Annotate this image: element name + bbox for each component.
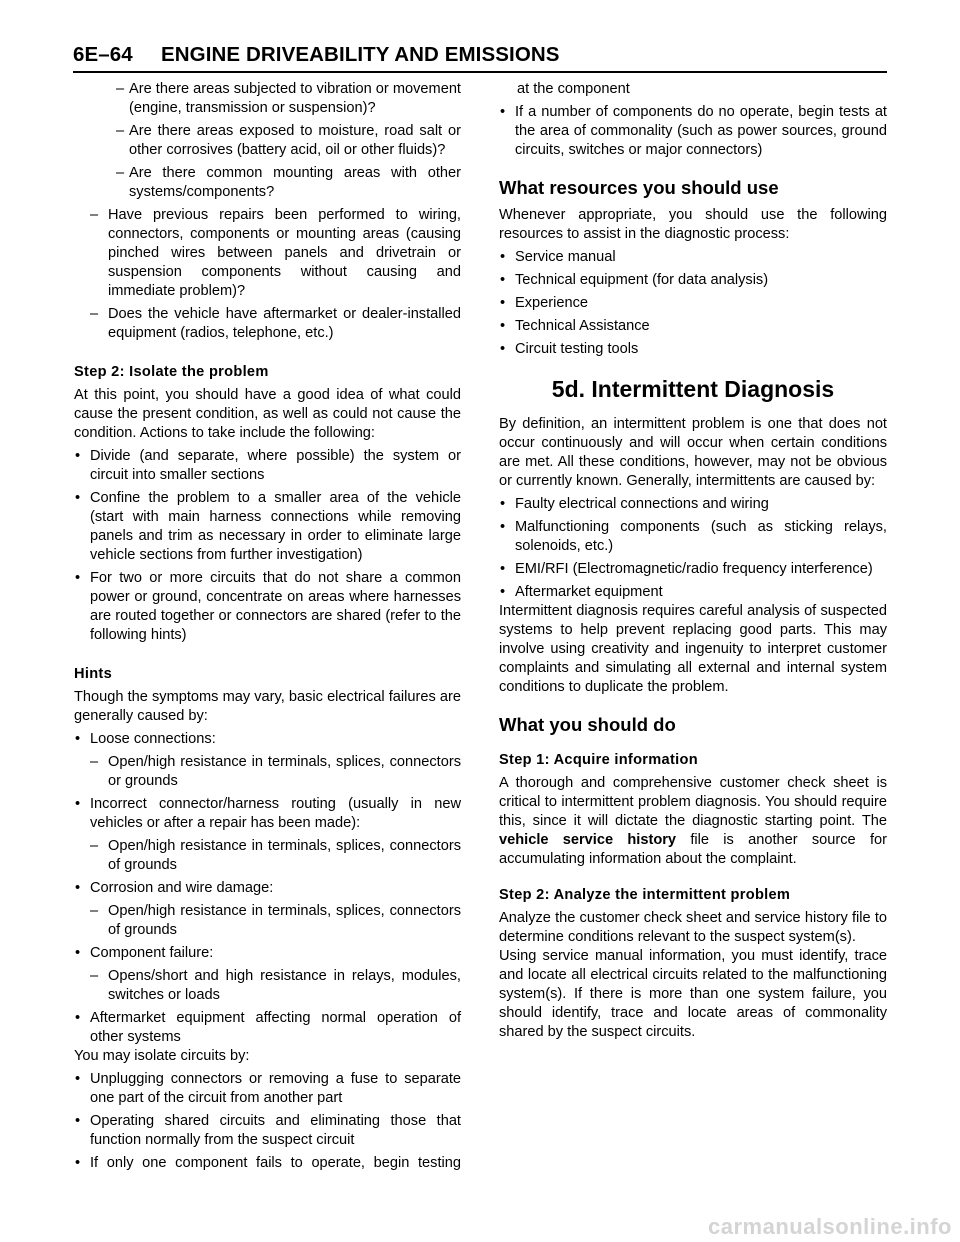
do-heading: What you should do	[499, 714, 676, 735]
bullet-marker: •	[500, 341, 506, 357]
dash-marker: –	[116, 123, 125, 139]
step2-heading: Step 2: Analyze the intermittent problem	[499, 887, 791, 903]
cause-subitem: – Open/high resistance in terminals, splices, connectors of grounds	[90, 838, 461, 873]
definition-text: By definition, an intermittent problem is one that does not occur continuously and will occur when certain conditions are met. All these conditions, however, may not be obvious or currently known. Generally, intermittents are caused by:	[499, 416, 887, 489]
section-heading: 5d. Intermittent Diagnosis	[551, 376, 835, 402]
resources-heading: What resources you should use	[499, 177, 779, 198]
cause-subitem: – Open/high resistance in terminals, splices, connectors of grounds	[90, 903, 461, 938]
left-column	[74, 80, 461, 1177]
dash-marker: –	[116, 165, 125, 181]
cause-subitem: – Open/high resistance in terminals, splices, connectors or grounds	[90, 754, 461, 789]
bullet-marker: •	[75, 1113, 81, 1129]
service-history-term: vehicle service history	[499, 832, 677, 848]
dash-marker: –	[90, 306, 99, 322]
intermittent-cause-item: • Aftermarket equipment	[500, 584, 663, 600]
action-item: • For two or more circuits that do not share a common power or ground, concentrate on areas where harnesses are routed together or connectors are shared (refer to the following hints)	[75, 570, 461, 643]
cause-item: • Incorrect connector/harness routing (usually in new vehicles or after a repair has been made):	[75, 796, 461, 831]
cause-item: • Loose connections:	[75, 731, 216, 747]
bullet-marker: •	[75, 448, 81, 464]
bullet-marker: •	[75, 1071, 81, 1087]
question-item: – Does the vehicle have aftermarket or dealer-installed equipment (radios, telephone, etc.)	[90, 306, 461, 341]
isolate-item: • Unplugging connectors or removing a fuse to separate one part of the circuit from another part	[75, 1071, 461, 1106]
bullet-marker: •	[500, 561, 506, 577]
chapter-title: ENGINE DRIVEABILITY AND EMISSIONS	[161, 43, 560, 66]
step2-intro: At this point, you should have a good idea of what could cause the present condition, as well as could not cause the condition. Actions to take include the following:	[74, 387, 461, 441]
bullet-marker: •	[75, 945, 81, 961]
bullet-marker: •	[75, 1155, 81, 1171]
bullet-marker: •	[500, 584, 506, 600]
test-item: • If a number of components do no operate, begin tests at the area of commonality (such as power sources, ground circuits, switches or major connectors)	[500, 104, 887, 158]
step2-text: Analyze the customer check sheet and service history file to determine conditions relevant to the suspect system(s).	[499, 910, 887, 945]
intermittent-cause-item: • EMI/RFI (Electromagnetic/radio frequency interference)	[500, 561, 873, 577]
resource-item: • Service manual	[500, 249, 616, 265]
isolate-item: • Operating shared circuits and eliminating those that function normally from the suspect circuit	[75, 1113, 461, 1148]
bullet-marker: •	[75, 796, 81, 812]
page-number: 6E–64	[73, 43, 133, 66]
bullet-marker: •	[500, 249, 506, 265]
dash-marker: –	[116, 81, 125, 97]
dash-marker: –	[90, 838, 99, 854]
page-header	[73, 43, 887, 73]
question-item: – Have previous repairs been performed to wiring, connectors, components or mounting areas (causing pinched wires between panels and drivetrain or suspension components without causing and immediate problem)?	[90, 207, 461, 299]
question-item: – Are there areas subjected to vibration or movement (engine, transmission or suspension)?	[116, 81, 461, 116]
bullet-marker: •	[500, 496, 506, 512]
isolate-item: • If only one component fails to operate, begin testing	[75, 1155, 461, 1171]
hints-intro: Though the symptoms may vary, basic electrical failures are generally caused by:	[74, 689, 461, 724]
resources-intro: Whenever appropriate, you should use the following resources to assist in the diagnostic process:	[499, 207, 887, 242]
bullet-marker: •	[75, 570, 81, 586]
bullet-marker: •	[75, 880, 81, 896]
question-item: – Are there areas exposed to moisture, road salt or other corrosives (battery acid, oil or other fluids)?	[116, 123, 461, 158]
continued-text: at the component	[517, 81, 630, 97]
dash-marker: –	[90, 903, 99, 919]
bullet-marker: •	[500, 104, 506, 120]
cause-item: • Corrosion and wire damage:	[75, 880, 274, 896]
dash-marker: –	[90, 207, 99, 223]
bullet-marker: •	[75, 731, 81, 747]
cause-item: • Aftermarket equipment affecting normal operation of other systems	[75, 1010, 461, 1045]
resource-item: • Technical equipment (for data analysis)	[500, 272, 769, 288]
cause-subitem: – Opens/short and high resistance in relays, modules, switches or loads	[90, 968, 461, 1003]
step2-text2: Using service manual information, you must identify, trace and locate all electrical circuits related to the malfunctioning system(s). If there is more than one system failure, you should identify, trace and locate areas of commonality shared by the suspect circuits.	[499, 948, 887, 1040]
bullet-marker: •	[500, 318, 506, 334]
bullet-marker: •	[500, 272, 506, 288]
intermittent-cause-item: • Faulty electrical connections and wiring	[500, 496, 769, 512]
analysis-text: Intermittent diagnosis requires careful analysis of suspected systems to help prevent replacing good parts. This may involve using creativity and ingenuity to interpret customer complaints and simulating all external and internal system conditions to duplicate the problem.	[499, 603, 887, 695]
intermittent-cause-item: • Malfunctioning components (such as sticking relays, solenoids, etc.)	[500, 519, 887, 554]
bullet-marker: •	[75, 490, 81, 506]
bullet-marker: •	[500, 295, 506, 311]
dash-marker: –	[90, 754, 99, 770]
action-item: • Confine the problem to a smaller area of the vehicle (start with main harness connections while removing panels and trim as necessary in order to eliminate large vehicle sections from further investigation)	[75, 490, 461, 563]
resource-item: • Technical Assistance	[500, 318, 650, 334]
step2-heading: Step 2: Isolate the problem	[74, 364, 269, 380]
right-column	[499, 80, 887, 1042]
hints-heading: Hints	[74, 666, 112, 682]
dash-marker: –	[90, 968, 99, 984]
bullet-marker: •	[500, 519, 506, 535]
isolate-intro: You may isolate circuits by:	[74, 1048, 250, 1064]
action-item: • Divide (and separate, where possible) the system or circuit into smaller sections	[75, 448, 461, 483]
cause-item: • Component failure:	[75, 945, 214, 961]
bullet-marker: •	[75, 1010, 81, 1026]
watermark: carmanualsonline.info	[708, 1214, 952, 1239]
resource-item: • Experience	[500, 295, 589, 311]
step1-heading: Step 1: Acquire information	[499, 752, 698, 768]
resource-item: • Circuit testing tools	[500, 341, 639, 357]
step1-text: A thorough and comprehensive customer check sheet is critical to intermittent problem diagnosis. You should require this, since it will dictate the diagnostic starting point. The vehicle service history file is another source for accumulating information about the complaint.	[499, 775, 887, 867]
question-item: – Are there common mounting areas with other systems/components?	[116, 165, 461, 200]
